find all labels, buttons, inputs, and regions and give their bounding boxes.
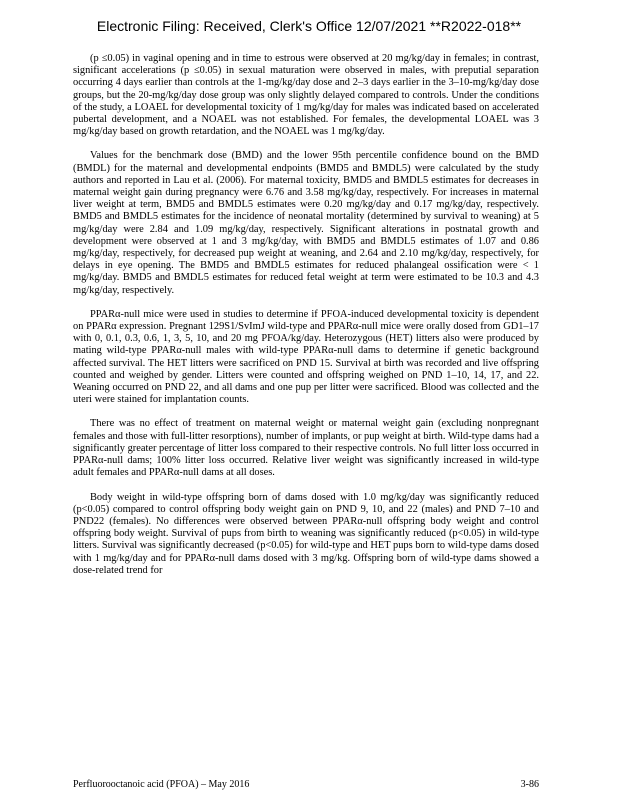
- page-number: 3-86: [520, 779, 539, 790]
- paragraph: PPARα-null mice were used in studies to determine if PFOA-induced developmental toxicity is dependent on PPARα expression. Pregnant 129S1/SvImJ wild-type and PPARα-null mice were orally dosed from GD1–17 with 0, 0.1, 0.3, 0.6, 1, 3, 5, 10, and 20 mg PFOA/kg/day. Heterozygous (HET) litters also were produced by mating wild-type PPARα-null males with wild-type PPARα-null dams to determine if genetic background affected survival. The HET litters were sacrificed on PND 15. Survival at birth was recorded and live offspring counted and weighed by gender. Litters were counted and offspring weighed on PND 1–10, 14, 17, and 22. Weaning occurred on PND 22, and all dams and one pup per litter were sacrificed. Blood was collected and the uteri were stained for implantation counts.: [73, 308, 539, 406]
- document-body: [73, 53, 539, 589]
- paragraph: There was no effect of treatment on maternal weight or maternal weight gain (excluding nonpregnant females and those with full-litter resorptions), number of implants, or pup weight at birth. Wild-type dams had a significantly greater percentage of litter loss compared to their respective controls. No full litter loss occurred in PPARα-null dams; 100% litter loss occurred. Relative liver weight was significantly increased in wild-type adult females and PPARα-null dams at all doses.: [73, 418, 539, 479]
- page-footer: [73, 779, 539, 790]
- paragraph: Body weight in wild-type offspring born of dams dosed with 1.0 mg/kg/day was significantly reduced (p<0.05) compared to control offspring body weight gain on PND 9, 10, and 22 (males) and PND 7–10 and PND22 (females). No differences were observed between PPARα-null offspring body weight and control offspring body weight. Survival of pups from birth to weaning was significantly reduced (p<0.05) in wild-type litters. Survival was significantly decreased (p<0.05) for wild-type and HET pups born to wild-type dams dosed with 1 mg/kg/day and for PPARα-null dams dosed with 3 mg/kg. Offspring born of wild-type dams showed a dose-related trend for: [73, 491, 539, 576]
- paragraph: Values for the benchmark dose (BMD) and the lower 95th percentile confidence bound on the BMD (BMDL) for the maternal and developmental endpoints (BMD5 and BMDL5) were calculated by the study authors and reported in Lau et al. (2006). For maternal toxicity, BMD5 and BMDL5 estimates for decreases in maternal weight gain during pregnancy were 6.76 and 3.58 mg/kg/day, respectively. For increases in maternal liver weight at term, BMD5 and BMDL5 estimates were 0.20 mg/kg/day and 0.17 mg/kg/day, respectively. BMD5 and BMDL5 estimates for the incidence of neonatal mortality (determined by survival to weaning) at 5 mg/kg/day were 2.84 and 1.09 mg/kg/day, respectively. Significant alterations in postnatal growth and development were observed at 1 and 3 mg/kg/day, with BMD5 and BMDL5 estimates of 1.07 and 0.86 mg/kg/day, respectively, for decreased pup weight at weaning, and 2.64 and 2.10 mg/kg/day, respectively, for delays in eye opening. The BMD5 and BMDL5 estimates for reduced phalangeal ossification were < 1 mg/kg/day. BMD5 and BMDL5 estimates for reduced fetal weight at term were estimated to be 10.3 and 4.3 mg/kg/day, respectively.: [73, 150, 539, 296]
- paragraph: (p ≤0.05) in vaginal opening and in time to estrous were observed at 20 mg/kg/day in females; in contrast, significant accelerations (p ≤0.05) in sexual maturation were observed in males, with preputial separation occurring 4 days earlier than controls at the 1-mg/kg/day dose and 2–3 days earlier in the 3–10-mg/kg/day dose groups, but the 20-mg/kg/day dose group was only slightly delayed compared to controls. Under the conditions of the study, a LOAEL for developmental toxicity of 1 mg/kg/day for males was indicated based on accelerated pubertal development, and a NOAEL was not established. For females, the developmental LOAEL was 3 mg/kg/day based on growth retardation, and the NOAEL was 1 mg/kg/day.: [73, 53, 539, 138]
- footer-document-title: Perfluorooctanoic acid (PFOA) – May 2016: [73, 779, 250, 790]
- filing-header: Electronic Filing: Received, Clerk's Office 12/07/2021 **R2022-018**: [96, 18, 522, 34]
